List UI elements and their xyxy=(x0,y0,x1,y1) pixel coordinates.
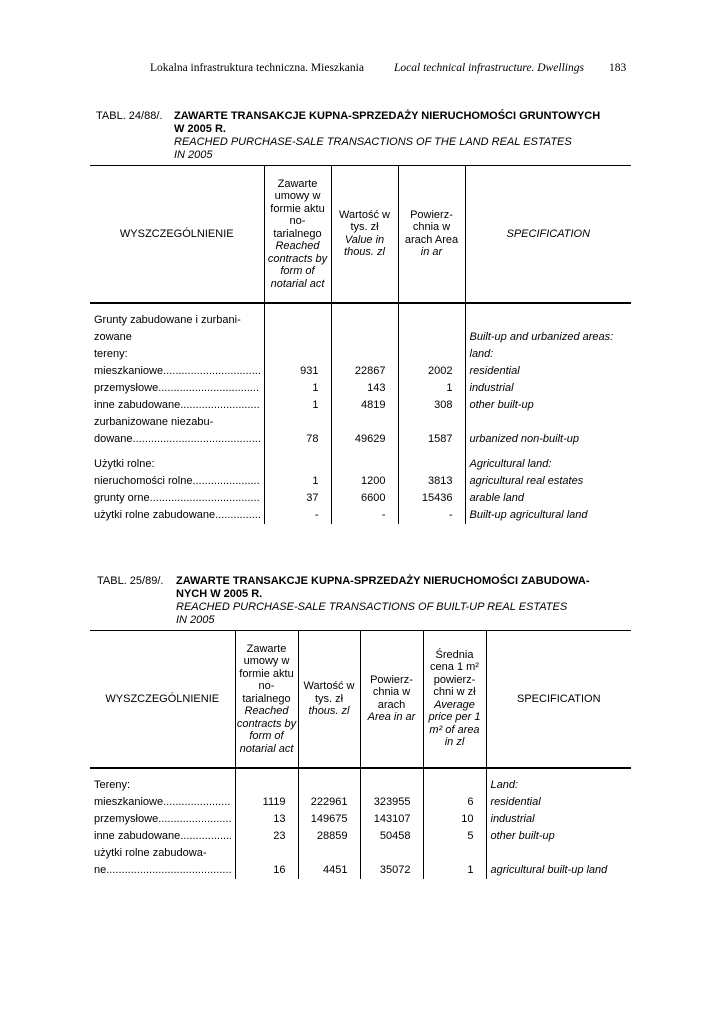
cell-area: 3813 xyxy=(398,473,465,490)
table25-caption xyxy=(97,575,637,630)
cell-value: 149675 xyxy=(298,811,360,828)
table24-header-value xyxy=(331,166,398,303)
table24-title-en-1: REACHED PURCHASE-SALE TRANSACTIONS OF THE LAND REAL ESTATES xyxy=(174,136,572,148)
cell-contracts: 23 xyxy=(235,828,298,845)
row-label: dowane xyxy=(94,432,133,445)
cell-contracts: 1 xyxy=(264,473,331,490)
cell-value: 143 xyxy=(331,380,398,397)
table25-header-contracts-pl: Zawarte umowy w formie aktu no-tarialnego xyxy=(239,642,294,705)
row-label: mieszkaniowe xyxy=(94,795,164,808)
row-label: Tereny: xyxy=(94,778,131,791)
cell-area: 35072 xyxy=(360,862,423,879)
page-number: 183 xyxy=(609,62,627,74)
table24-header-contracts xyxy=(264,166,331,303)
table-row xyxy=(90,346,631,363)
cell-contracts: 78 xyxy=(264,431,331,448)
table-row xyxy=(90,363,631,380)
table24-title-pl-1: ZAWARTE TRANSAKCJE KUPNA-SPRZEDAŻY NIERUCHOMOŚCI GRUNTOWYCH xyxy=(174,110,601,122)
cell-contracts: 1 xyxy=(264,397,331,414)
cell-value: 49629 xyxy=(331,431,398,448)
row-label: zurbanizowane niezabu- xyxy=(94,415,214,428)
row-spec: Built-up and urbanized areas: xyxy=(465,329,631,346)
row-spec: residential xyxy=(486,794,631,811)
table24 xyxy=(90,165,631,524)
table25-title-en-1: REACHED PURCHASE-SALE TRANSACTIONS OF BUILT-UP REAL ESTATES xyxy=(176,601,568,613)
table24-header-value-pl: Wartość w tys. zł xyxy=(339,208,390,234)
cell-value: 4451 xyxy=(298,862,360,879)
cell-contracts: - xyxy=(264,507,331,524)
cell-value: 4819 xyxy=(331,397,398,414)
table24-header-value-en: Value in thous. zl xyxy=(344,233,385,259)
row-label: mieszkaniowe xyxy=(94,364,164,377)
table24-header-area-en: in ar xyxy=(420,246,443,259)
table-row xyxy=(90,380,631,397)
table24-title-pl-2: W 2005 R. xyxy=(174,123,226,135)
table-row xyxy=(90,794,631,811)
row-spec: Land: xyxy=(486,777,631,794)
table25-header-area-pl: Powierz-chnia w arach xyxy=(370,673,413,711)
table24-header-contracts-pl: Zawarte umowy w formie aktu no-tarialnego xyxy=(270,177,325,240)
table-row xyxy=(90,845,631,862)
table25-header-value-en: thous. zl xyxy=(308,705,350,717)
table25-header-spec: SPECIFICATION xyxy=(486,631,631,768)
table-row xyxy=(90,312,631,329)
table25-title-pl-2: NYCH W 2005 R. xyxy=(176,588,263,600)
table-row xyxy=(90,811,631,828)
row-spec: land: xyxy=(465,346,631,363)
cell-contracts: 37 xyxy=(264,490,331,507)
table-row xyxy=(90,777,631,794)
table25-header-row xyxy=(90,631,631,768)
table25 xyxy=(90,630,631,879)
running-head-title-en: Local technical infrastructure. Dwellings xyxy=(394,62,584,74)
row-spec: urbanized non-built-up xyxy=(465,431,631,448)
row-spec: agricultural real estates xyxy=(465,473,631,490)
cell-area: 1 xyxy=(398,380,465,397)
cell-area: 1587 xyxy=(398,431,465,448)
cell-value: 1200 xyxy=(331,473,398,490)
cell-area: 2002 xyxy=(398,363,465,380)
cell-price: 5 xyxy=(423,828,486,845)
row-spec: industrial xyxy=(486,811,631,828)
cell-area: 143107 xyxy=(360,811,423,828)
cell-area: 15436 xyxy=(398,490,465,507)
row-label: inne zabudowane xyxy=(94,398,181,411)
table-row xyxy=(90,329,631,346)
row-label: przemysłowe xyxy=(94,381,159,394)
row-spec: Agricultural land: xyxy=(465,456,631,473)
table-row xyxy=(90,456,631,473)
row-label: Użytki rolne: xyxy=(94,457,155,470)
table25-header-desc: WYSZCZEGÓLNIENIE xyxy=(90,631,235,768)
table-row xyxy=(90,473,631,490)
table-row xyxy=(90,414,631,431)
row-spec: residential xyxy=(465,363,631,380)
table25-header-price-en: Average price per 1 m² of area in zl xyxy=(428,698,481,749)
cell-contracts: 1 xyxy=(264,380,331,397)
cell-contracts: 931 xyxy=(264,363,331,380)
row-label: nieruchomości rolne xyxy=(94,474,193,487)
row-label: Grunty zabudowane i zurbani- xyxy=(94,313,241,326)
table24-header-contracts-en: Reached contracts by form of notarial act xyxy=(267,240,328,290)
running-head-title-pl: Lokalna infrastruktura techniczna. Mieszkania xyxy=(150,62,364,74)
row-spec: agricultural built-up land xyxy=(486,862,631,879)
table24-header-spec: SPECIFICATION xyxy=(465,166,631,303)
row-spec: other built-up xyxy=(465,397,631,414)
table-row xyxy=(90,397,631,414)
cell-value: 222961 xyxy=(298,794,360,811)
table24-number: TABL. 24/88/. xyxy=(96,110,163,122)
table25-header-area xyxy=(360,631,423,768)
table-row xyxy=(90,490,631,507)
table24-header-desc: WYSZCZEGÓLNIENIE xyxy=(90,166,264,303)
table-row xyxy=(90,828,631,845)
row-spec: industrial xyxy=(465,380,631,397)
table24-header-area-pl: Powierz-chnia w arach Area xyxy=(404,208,459,246)
cell-value: 6600 xyxy=(331,490,398,507)
cell-value: - xyxy=(331,507,398,524)
cell-contracts: 16 xyxy=(235,862,298,879)
row-label: użytki rolne zabudowane xyxy=(94,508,216,521)
table25-header-price-pl: Średnia cena 1 m² powierz-chni w zł xyxy=(430,648,479,699)
cell-price: 1 xyxy=(423,862,486,879)
table25-header-value xyxy=(298,631,360,768)
row-label: ne xyxy=(94,863,107,876)
running-head xyxy=(0,62,721,78)
table-row xyxy=(90,862,631,879)
row-spec: Built-up agricultural land xyxy=(465,507,631,524)
table25-header-contracts xyxy=(235,631,298,768)
table25-header-contracts-en: Reached contracts by form of notarial act xyxy=(236,705,297,755)
cell-value: 22867 xyxy=(331,363,398,380)
table25-header-price xyxy=(423,631,486,768)
table25-number: TABL. 25/89/. xyxy=(97,575,164,587)
row-spec xyxy=(486,845,631,862)
table25-header-area-en: Area in ar xyxy=(367,711,416,724)
row-label: tereny: xyxy=(94,347,128,360)
row-spec: arable land xyxy=(465,490,631,507)
cell-price: 6 xyxy=(423,794,486,811)
cell-area: - xyxy=(398,507,465,524)
table24-caption xyxy=(96,110,636,165)
table-row xyxy=(90,507,631,524)
row-spec xyxy=(465,312,631,329)
cell-value: 28859 xyxy=(298,828,360,845)
row-label: inne zabudowane xyxy=(94,829,181,842)
cell-price: 10 xyxy=(423,811,486,828)
table25-header-value-pl: Wartość w tys. zł xyxy=(303,680,355,705)
row-label: grunty orne xyxy=(94,491,150,504)
cell-area: 308 xyxy=(398,397,465,414)
cell-contracts: 1119 xyxy=(235,794,298,811)
row-spec: other built-up xyxy=(486,828,631,845)
table24-header-area xyxy=(398,166,465,303)
table25-title-en-2: IN 2005 xyxy=(176,614,215,626)
table24-title-en-2: IN 2005 xyxy=(174,149,213,161)
table-row xyxy=(90,431,631,448)
cell-area: 323955 xyxy=(360,794,423,811)
table25-title-pl-1: ZAWARTE TRANSAKCJE KUPNA-SPRZEDAŻY NIERUCHOMOŚCI ZABUDOWA- xyxy=(176,575,590,587)
row-spec xyxy=(465,414,631,431)
cell-area: 50458 xyxy=(360,828,423,845)
cell-contracts: 13 xyxy=(235,811,298,828)
row-label: przemysłowe xyxy=(94,812,159,825)
row-label: zowane xyxy=(94,330,132,343)
row-label: użytki rolne zabudowa- xyxy=(94,846,207,859)
table24-header-row xyxy=(90,166,631,303)
